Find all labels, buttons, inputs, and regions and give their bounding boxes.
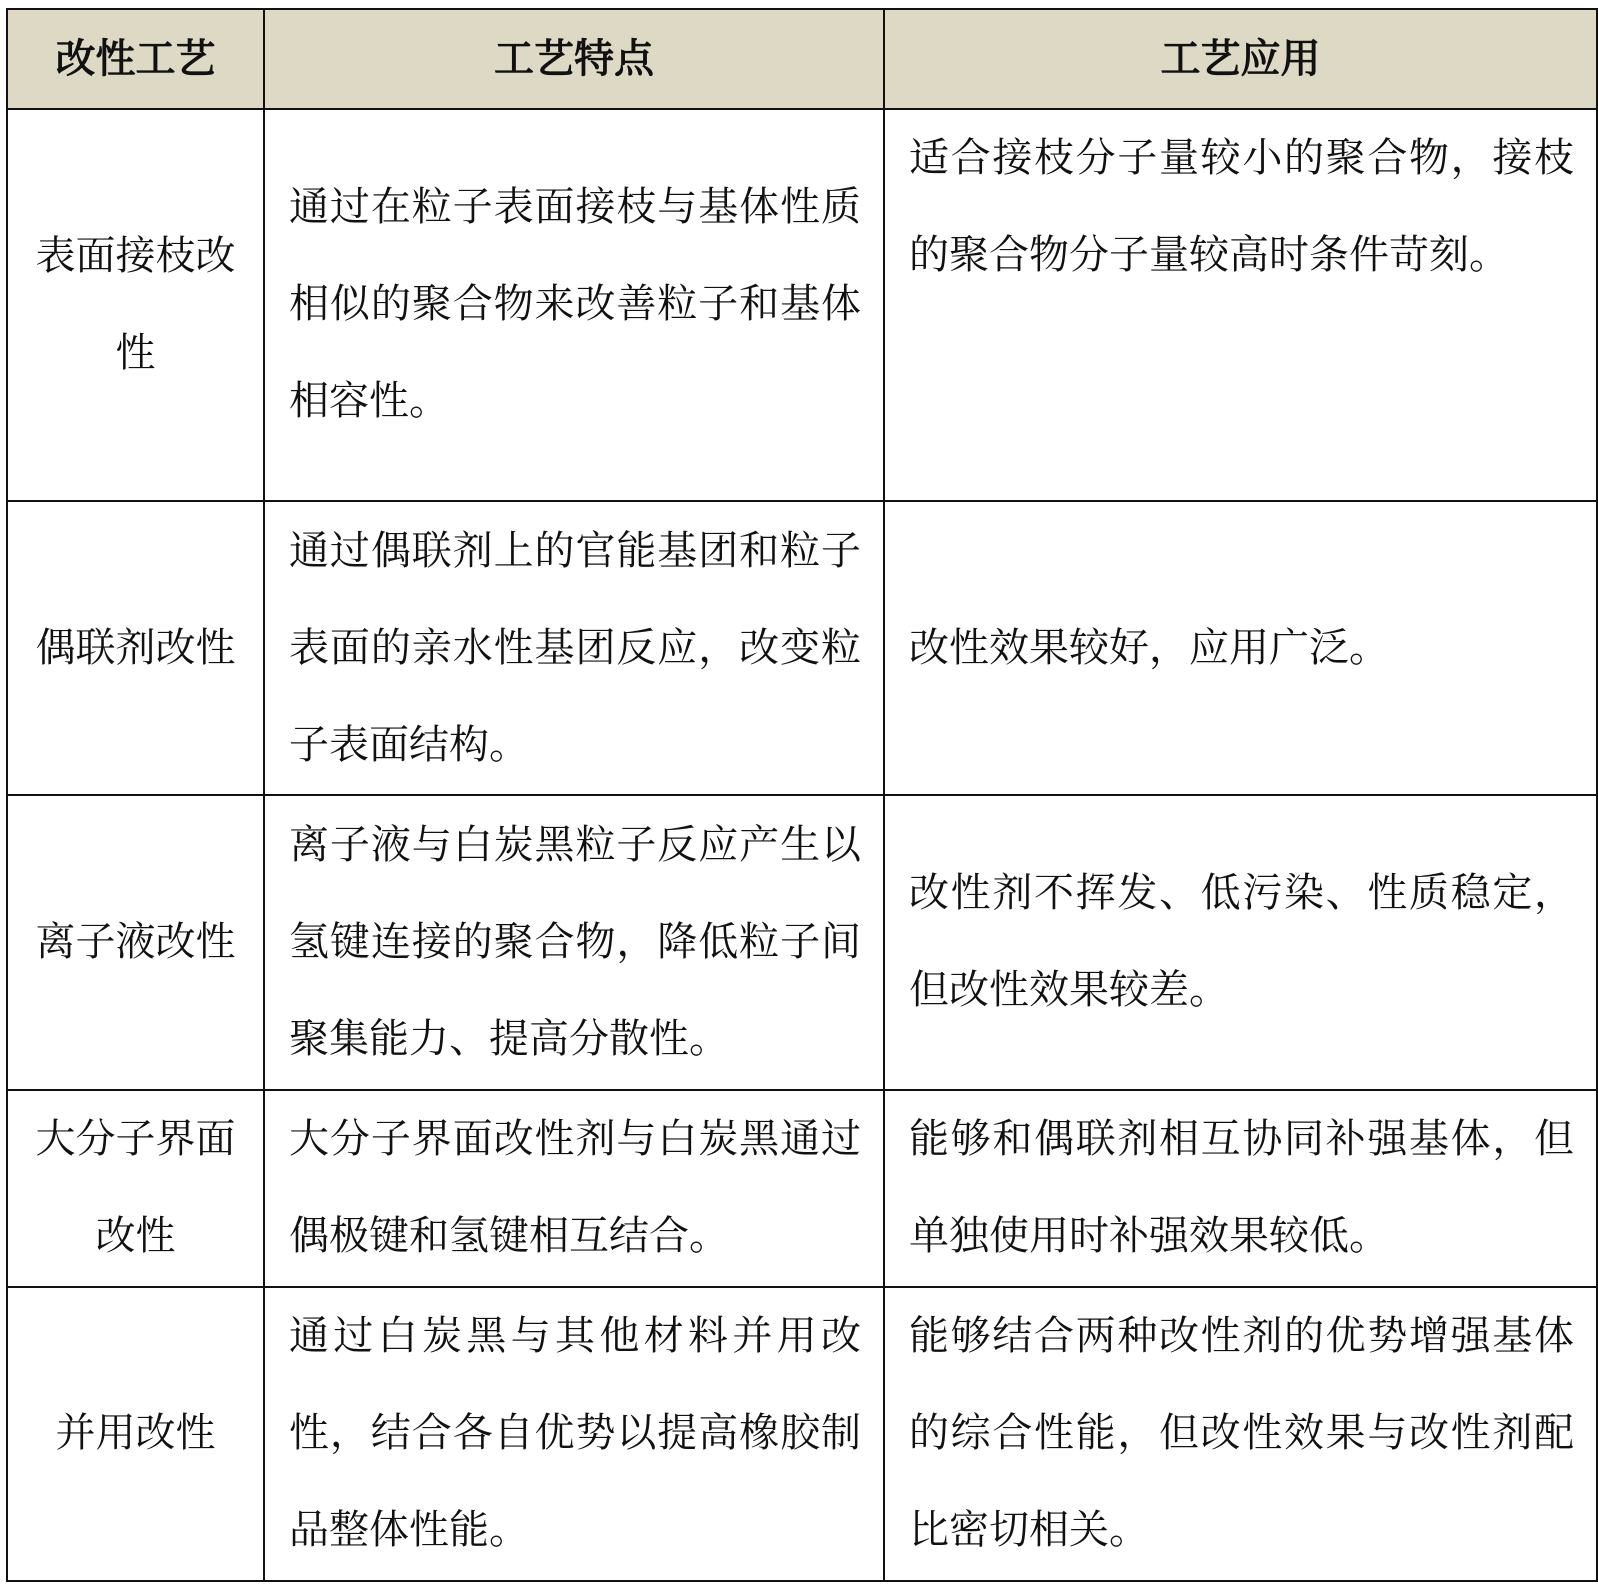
cell-features: 通过白炭黑与其他材料并用改性，结合各自优势以提高橡胶制品整体性能。 bbox=[264, 1287, 884, 1581]
cell-application: 适合接枝分子量较小的聚合物，接枝的聚合物分子量较高时条件苛刻。 bbox=[884, 109, 1597, 501]
cell-process: 离子液改性 bbox=[7, 795, 264, 1089]
table-row bbox=[7, 501, 1597, 795]
cell-application: 能够结合两种改性剂的优势增强基体的综合性能，但改性效果与改性剂配比密切相关。 bbox=[884, 1287, 1597, 1581]
header-process: 改性工艺 bbox=[7, 9, 264, 109]
cell-process: 大分子界面改性 bbox=[7, 1090, 264, 1287]
cell-application: 能够和偶联剂相互协同补强基体，但单独使用时补强效果较低。 bbox=[884, 1090, 1597, 1287]
cell-features: 通过在粒子表面接枝与基体性质相似的聚合物来改善粒子和基体相容性。 bbox=[264, 109, 884, 501]
cell-application: 改性效果较好，应用广泛。 bbox=[884, 501, 1597, 795]
cell-features: 大分子界面改性剂与白炭黑通过偶极键和氢键相互结合。 bbox=[264, 1090, 884, 1287]
table-header-row bbox=[7, 9, 1597, 109]
cell-process: 偶联剂改性 bbox=[7, 501, 264, 795]
header-application: 工艺应用 bbox=[884, 9, 1597, 109]
cell-application: 改性剂不挥发、低污染、性质稳定，但改性效果较差。 bbox=[884, 795, 1597, 1089]
cell-features: 离子液与白炭黑粒子反应产生以氢键连接的聚合物，降低粒子间聚集能力、提高分散性。 bbox=[264, 795, 884, 1089]
table-row bbox=[7, 795, 1597, 1089]
cell-process: 表面接枝改性 bbox=[7, 109, 264, 501]
document-page bbox=[6, 8, 1596, 1582]
table-row bbox=[7, 109, 1597, 501]
header-features: 工艺特点 bbox=[264, 9, 884, 109]
table-row bbox=[7, 1090, 1597, 1287]
cell-features: 通过偶联剂上的官能基团和粒子表面的亲水性基团反应，改变粒子表面结构。 bbox=[264, 501, 884, 795]
cell-process: 并用改性 bbox=[7, 1287, 264, 1581]
table-row bbox=[7, 1287, 1597, 1581]
modification-process-table bbox=[6, 8, 1598, 1582]
